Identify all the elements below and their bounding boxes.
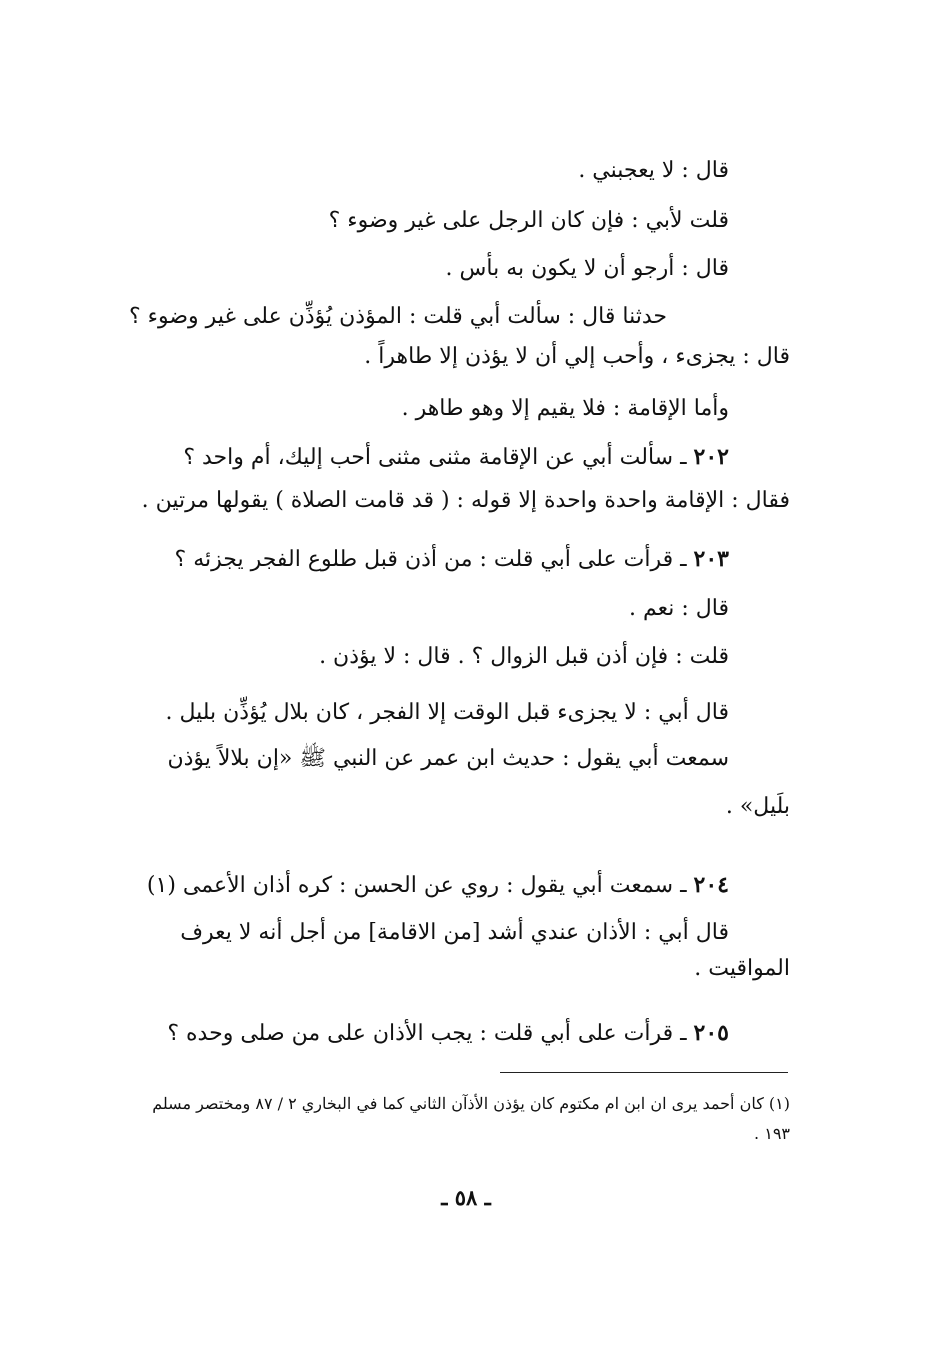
section-number: ٢٠٣ (693, 546, 729, 572)
text-line: وأما الإقامة : فلا يقيم إلا وهو طاهر . (401, 396, 729, 421)
footnote-line: ١٩٣ . (754, 1124, 790, 1143)
footnote-line: (١) كان أحمد يرى ان ابن ام مكتوم كان يؤذن الأذآن الثاني كما في البخاري ٢ / ٨٧ ومختصر مسلم (152, 1094, 790, 1113)
section-number: ٢٠٢ (693, 444, 729, 470)
text-line: قال : لا يعجبني . (578, 158, 729, 183)
section-205 (167, 1018, 729, 1049)
text-line: حدثنا قال : سألت أبي قلت : المؤذن يُؤذِّن على غير وضوء ؟ (129, 304, 667, 329)
section-text: ـ سمعت أبي يقول : روي عن الحسن : كره أذان الأعمى (١) (146, 873, 694, 898)
text-line: قال : أرجو أن لا يكون به بأس . (445, 256, 729, 281)
text-line: قال أبي : لا يجزىء قبل الوقت إلا الفجر ، كان بلال يُؤذِّن بليل . (165, 700, 729, 725)
text-line: قال : نعم . (629, 596, 729, 621)
section-202 (183, 442, 729, 473)
footnote-divider (500, 1072, 788, 1073)
section-text: ـ قرأت على أبي قلت : من أذن قبل طلوع الفجر يجزئه ؟ (174, 547, 694, 572)
text-line: قال أبي : الأذان عندي أشد [من الاقامة] من أجل أنه لا يعرف (180, 920, 729, 945)
text-line: فقال : الإقامة واحدة واحدة إلا قوله : ( قد قامت الصلاة ) يقولها مرتين . (141, 488, 790, 513)
section-203 (175, 544, 729, 575)
text-line: سمعت أبي يقول : حديث ابن عمر عن النبي ﷺ «إن بلالاً يؤذن (167, 746, 729, 771)
page-number: ـ ٥٨ ـ (441, 1185, 491, 1210)
text-line: قلت : فإن أذن قبل الزوال ؟ . قال : لا يؤذن . (319, 644, 729, 669)
section-number: ٢٠٥ (693, 1020, 729, 1046)
section-text: ـ سألت أبي عن الإقامة مثنى مثنى أحب إليك، أم واحد ؟ (183, 445, 694, 470)
section-number: ٢٠٤ (693, 872, 729, 898)
text-line: قال : يجزىء ، وأحب إلي أن لا يؤذن إلا طاهراً . (364, 344, 790, 369)
section-204 (147, 870, 729, 901)
section-text: ـ قرأت على أبي قلت : يجب الأذان على من صلى وحده ؟ (167, 1021, 694, 1046)
text-line: بلَيل» . (725, 794, 790, 819)
text-line: قلت لأبي : فإن كان الرجل على غير وضوء ؟ (328, 208, 729, 233)
text-line: المواقيت . (694, 956, 790, 981)
